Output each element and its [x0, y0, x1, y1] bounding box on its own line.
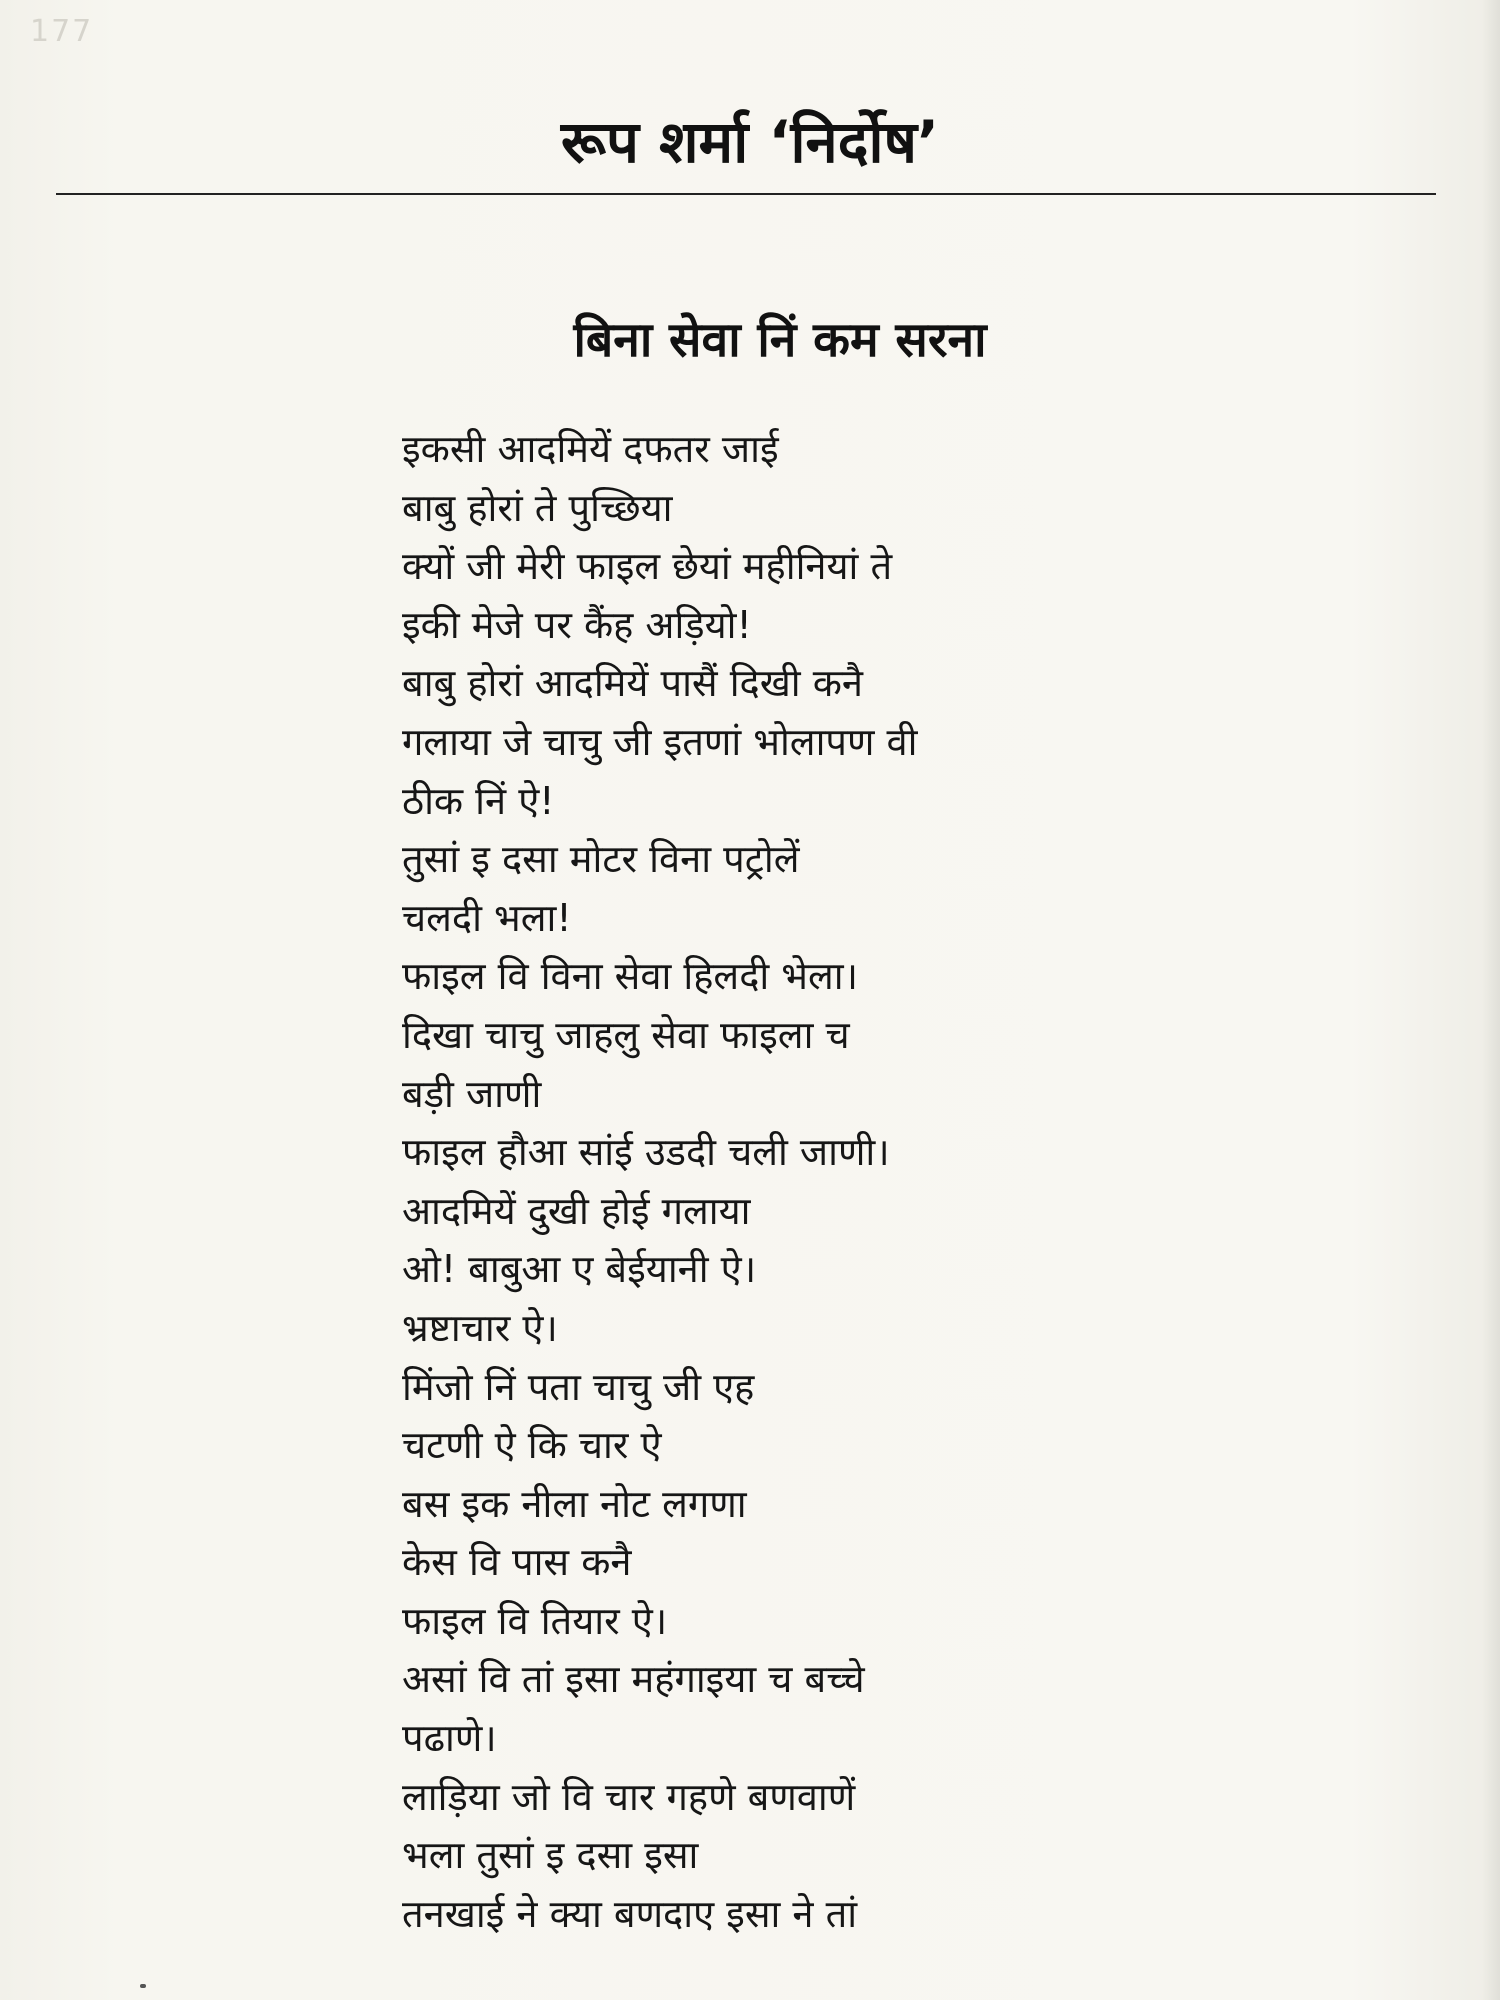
poem-line: इकी मेजे पर कैंह अड़ियो! — [402, 602, 752, 647]
poem-line: बाबु होरां आदमियें पासैं दिखी कनै — [402, 661, 863, 706]
poem-line: बस इक नीला नोट लगणा — [402, 1481, 747, 1526]
poem-line: ठीक निं ऐ! — [402, 778, 555, 823]
poem-line: आदमियें दुखी होई गलाया — [402, 1188, 751, 1233]
page-number: 177 — [30, 14, 94, 49]
poem-line: चलदी भला! — [402, 895, 572, 940]
poem-line: चटणी ऐ कि चार ऐ — [402, 1423, 662, 1468]
poem-line: क्यों जी मेरी फाइल छेयां महीनियां ते — [402, 544, 893, 589]
scan-speck — [140, 1984, 146, 1988]
poem-line: बाबु होरां ते पुच्छिया — [402, 485, 673, 530]
poem-line: तुसां इ दसा मोटर विना पट्रोलें — [402, 837, 800, 882]
author-heading: रूप शर्मा ‘निर्दोष’ — [560, 108, 940, 176]
poem-line: पढाणे। — [402, 1716, 497, 1761]
poem-line: फाइल हौआ सांई उडदी चली जाणी। — [402, 1130, 890, 1175]
heading-divider — [56, 193, 1436, 195]
poem-line: बड़ी जाणी — [402, 1071, 542, 1116]
poem-title: बिना सेवा निं कम सरना — [573, 312, 987, 368]
poem-line: ओ! बाबुआ ए बेईयानी ऐ। — [402, 1247, 757, 1292]
poem-line: केस वि पास कनै — [402, 1540, 632, 1585]
poem-line: मिंजो निं पता चाचु जी एह — [402, 1364, 755, 1409]
poem-line: इकसी आदमियें दफतर जाई — [402, 427, 779, 471]
poem-body — [402, 420, 1452, 1943]
page-edge-shadow — [1482, 0, 1500, 2000]
poem-line: दिखा चाचु जाहलु सेवा फाइला च — [402, 1012, 850, 1057]
poem-line: भला तुसां इ दसा इसा — [402, 1833, 699, 1878]
poem-line: गलाया जे चाचु जी इतणां भोलापण वी — [402, 719, 918, 764]
poem-line: लाड़िया जो वि चार गहणे बणवाणें — [402, 1774, 856, 1819]
poem-line: तनखाई ने क्या बणदाए इसा ने तां — [402, 1891, 858, 1936]
poem-line: फाइल वि विना सेवा हिलदी भेला। — [402, 954, 859, 999]
poem-line: फाइल वि तियार ऐ। — [402, 1598, 668, 1643]
poem-line: भ्रष्टाचार ऐ। — [402, 1305, 558, 1350]
poem-line: असां वि तां इसा महंगाइया च बच्चे — [402, 1657, 865, 1702]
